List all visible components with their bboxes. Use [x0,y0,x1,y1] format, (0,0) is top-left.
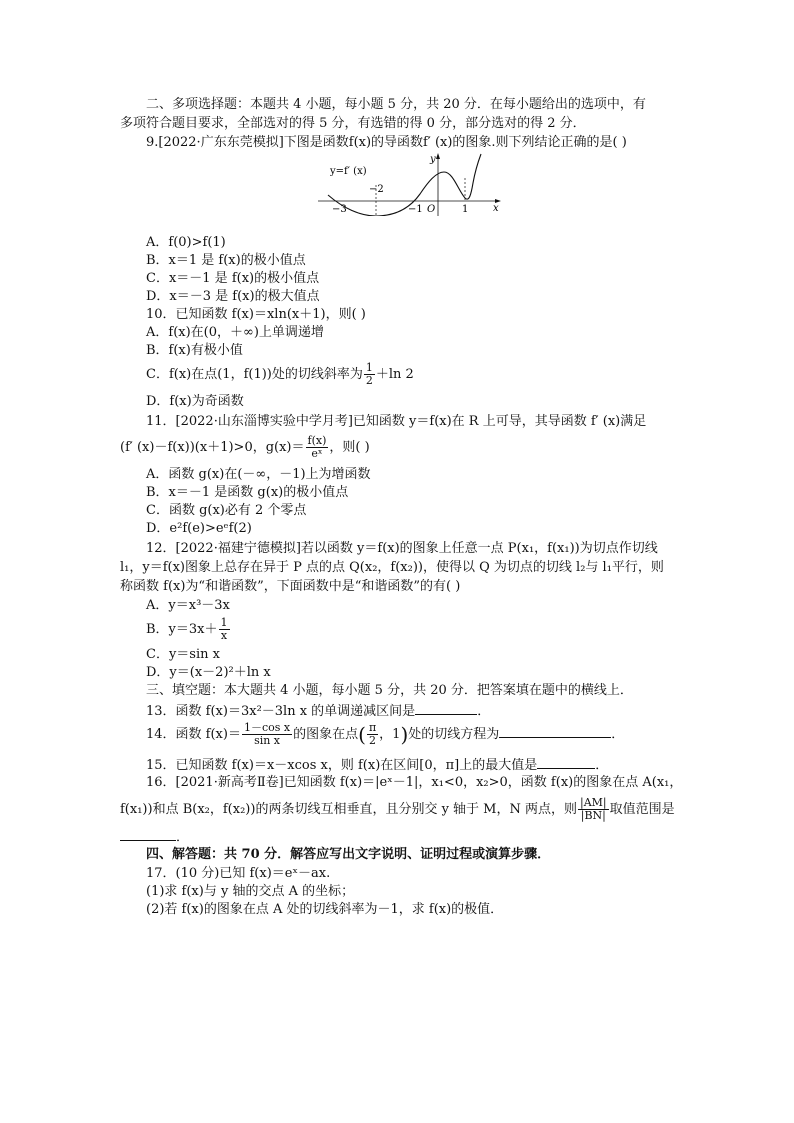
q9-option-d: D．x＝－3 是 f(x)的极大值点 [146,289,320,304]
q12-option-b [146,617,231,642]
q10-option-b: B．f(x)有极小值 [146,343,243,358]
fraction-pi-over-2 [367,722,378,747]
denominator: x [220,629,228,642]
q15 [146,755,608,775]
fraction-one-minus-cos-over-sin [242,722,292,747]
numerator: 1 [220,616,228,629]
section2-intro-line2: 多项符合题目要求，全部选对的得 5 分，有选错的得 0 分，部分选对的得 2 分． [120,116,586,131]
derivative-graph [318,150,504,216]
numerator: π [368,721,377,734]
q11-option-c: C．函数 g(x)必有 2 个零点 [146,503,307,518]
q16-line2 [120,797,675,822]
section2-intro-line1: 二、多项选择题：本题共 4 小题，每小题 5 分，共 20 分．在每小题给出的选项中，有 [146,97,646,112]
q14-end: ． [611,727,625,742]
q11-option-b: B．x＝－1 是函数 g(x)的极小值点 [146,485,349,500]
curve-label: y=f′ (x) [330,166,367,177]
q11-stem-line1: 11．[2022·山东淄博实验中学月考]已知函数 y＝f(x)在 R 上可导，其导函数 f′ (x)满足 [146,414,647,429]
q17-part1: (1)求 f(x)与 y 轴的交点 A 的坐标； [146,884,355,899]
q13-end: ． [477,704,491,719]
answer-blank-q15[interactable] [537,755,595,769]
q11-stem-line2 [120,435,370,460]
q10-option-c-tail: ＋ln 2 [375,367,414,382]
section3-heading: 三、填空题：本大题共 4 小题，每小题 5 分，共 20 分．把答案填在题中的横线上． [146,683,633,698]
q14-text: 14．函数 f(x)＝ [146,727,241,742]
denominator: |BN| [580,809,606,822]
x-axis-label: x [493,203,499,214]
tick-label-1: 1 [462,204,469,215]
q15-end: ． [595,758,609,773]
q16-text: f(x₁))和点 B(x₂，f(x₂))的两条切线互相垂直，且分别交 y 轴于 M，N 两点，则 [120,802,577,817]
numerator: f(x) [307,434,327,447]
numerator: 1 [365,361,373,374]
q16-tail: 取值范围是 [609,802,675,817]
q14-mid: 的图象在点 [293,727,359,742]
q14-post: 处的切线方程为 [408,727,500,742]
q14 [146,722,624,747]
q11-condition: (f′ (x)－f(x))(x＋1)>0，g(x)＝ [120,440,305,455]
derivative-curve [328,154,481,216]
denominator: 2 [369,734,377,747]
q17-part2: (2)若 f(x)的图象在点 A 处的切线斜率为－1，求 f(x)的极值． [146,902,504,917]
q16-line3 [120,827,189,847]
q10-option-c [146,362,414,387]
answer-blank-q14[interactable] [499,724,611,738]
q9-option-c: C．x＝－1 是 f(x)的极小值点 [146,271,320,286]
y-axis-label: y [430,154,436,165]
q12-stem-line1: 12．[2022·福建宁德模拟]若以函数 y＝f(x)的图象上任意一点 P(x₁，f(x₁))为切点作切线 [146,541,658,556]
numerator: |AM| [580,796,607,809]
tick-label-minus1: −1 [408,204,423,215]
q12-option-c: C．y＝sin x [146,647,220,662]
q12-stem-line2: l₁，y＝f(x)图象上总存在异于 P 点的点 Q(x₂，f(x₂))，使得以 Q 为切点的切线 l₂与 l₁平行，则 [120,560,664,575]
right-paren: ) [400,722,409,747]
numerator: 1－cos x [243,721,291,734]
q9-stem: 9.[2022·广东东莞模拟]下图是函数f(x)的导函数f′ (x)的图象.则下列结论正确的是( ) [146,135,627,150]
q11-option-d: D．e²f(e)>eᵉf(2) [146,521,252,536]
tick-label-minus2: −2 [369,184,384,195]
q14-point-y: ，1 [379,727,401,742]
fraction-one-over-x [219,617,230,642]
q17-stem: 17．(10 分)已知 f(x)＝eˣ－ax. [146,866,331,881]
denominator: sin x [254,734,281,747]
fraction-fx-over-ex [306,435,329,460]
q12-option-d: D．y＝(x－2)²＋ln x [146,665,271,680]
tick-label-minus3: −3 [332,204,347,215]
q12-option-a: A．y＝x³－3x [146,598,230,613]
fraction-am-over-bn [578,797,609,822]
q10-stem: 10．已知函数 f(x)＝xln(x＋1)，则( ) [146,307,366,322]
origin-label: O [427,204,436,215]
q16-end: ． [176,830,190,845]
q9-option-b: B．x＝1 是 f(x)的极小值点 [146,253,306,268]
left-paren: ( [358,722,366,747]
q11-option-a: A．函数 g(x)在(－∞，－1)上为增函数 [146,467,371,482]
q12-stem-line3: 称函数 f(x)为“和谐函数”，下面函数中是“和谐函数”的有( ) [120,579,461,594]
q12-option-b-text: B．y＝3x＋ [146,622,218,637]
denominator: eˣ [311,447,323,460]
fraction-one-half [364,362,375,387]
answer-blank-q13[interactable] [415,701,477,715]
q10-option-a: A．f(x)在(0，＋∞)上单调递增 [146,325,324,340]
denominator: 2 [365,374,373,387]
answer-blank-q16[interactable] [120,827,176,841]
q13-text: 13．函数 f(x)＝3x²－3ln x 的单调递减区间是 [146,704,416,719]
section4-heading: 四、解答题：共 70 分．解答应写出文字说明、证明过程或演算步骤． [146,847,551,862]
q15-text: 15．已知函数 f(x)＝x－xcos x，则 f(x)在区间[0，π]上的最大值是 [146,758,538,773]
y-axis-arrow [436,153,440,159]
q9-option-a: A．f(0)>f(1) [146,235,226,250]
q10-option-d: D．f(x)为奇函数 [146,394,244,409]
q16-line1: 16．[2021·新高考Ⅱ卷]已知函数 f(x)＝|eˣ－1|，x₁<0，x₂>0，函数 f(x)的图象在点 A(x₁， [146,775,683,790]
q11-stem-tail: ，则( ) [329,440,370,455]
q13 [146,701,490,721]
q10-option-c-text: C．f(x)在点(1，f(1))处的切线斜率为 [146,367,363,382]
